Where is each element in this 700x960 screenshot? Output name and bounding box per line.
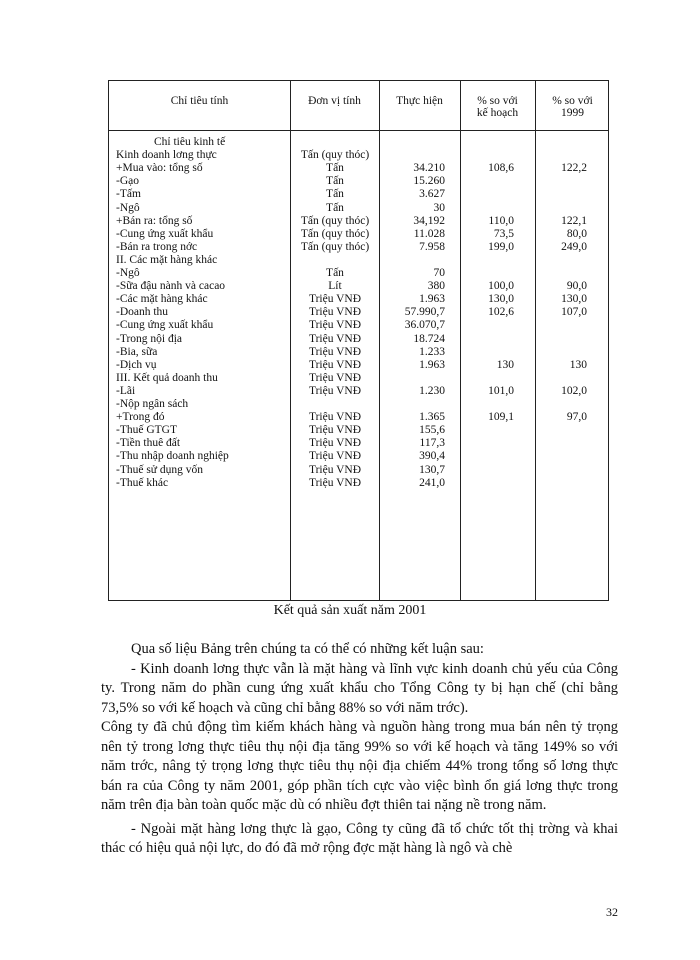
column-header: Thực hiện xyxy=(396,95,443,107)
row-label: -Gạo xyxy=(116,175,139,188)
table-cell: 97,0 xyxy=(566,411,587,424)
table-cell: 1.365 xyxy=(419,411,445,424)
table-cell: 199,0 xyxy=(488,240,514,253)
row-label: Kinh doanh lơng thực xyxy=(116,149,217,162)
table-cell: Triệu VNĐ xyxy=(308,463,362,476)
row-label: -Nộp ngân sách xyxy=(116,398,189,410)
row-label: -Thuế khác xyxy=(116,476,169,489)
table-cell: Lít xyxy=(328,280,342,293)
table-cell: Triệu VNĐ xyxy=(308,450,362,463)
table-cell: 101,0 xyxy=(488,384,514,397)
table-cell: 57.990,7 xyxy=(404,306,445,319)
table-cell: 130,7 xyxy=(419,463,445,476)
table-cell: Triệu VNĐ xyxy=(308,306,362,319)
table-cell: 90,0 xyxy=(566,280,587,293)
table-cell: Triệu VNĐ xyxy=(308,293,362,306)
row-label: -Bia, sữa xyxy=(116,345,158,358)
row-label: -Doanh thu xyxy=(116,306,169,319)
table-cell: 18.724 xyxy=(413,332,445,345)
table-cell: 3.627 xyxy=(419,188,445,201)
paragraph: Công ty đã chủ động tìm kiếm khách hàng và nguồn hàng trong mua bán nên tỷ trọng nên tỷ trong lơng thực tiêu thụ nội địa tăng 99% so với kế hoạch và tăng 149% so với năm trớc, nâng tỷ trọng lơng thực tiêu thụ nội địa chiếm 44% trong tổng số lơng thực bán ra của Công ty năm 2001, góp phần tích cực vào việc bình ổn giá lơng thực trong năm trên địa bàn toàn quốc mặc dù có nhiều đợt thiên tai nặng nề trong năm. xyxy=(101,719,618,813)
table-cell: 70 xyxy=(433,267,445,279)
table-divider xyxy=(460,81,461,600)
table-cell: Triệu VNĐ xyxy=(308,437,362,450)
column-header: % so với 1999 xyxy=(552,95,593,119)
table-cell: Tấn xyxy=(326,267,344,279)
row-label: -Các mặt hàng khác xyxy=(116,293,208,306)
table-cell: Triệu VNĐ xyxy=(308,319,362,332)
row-label: -Bán ra trong nớc xyxy=(116,240,198,253)
row-label: -Lãi xyxy=(116,384,136,397)
table-cell: 241,0 xyxy=(419,476,445,489)
table-cell: 108,6 xyxy=(488,162,514,175)
table-cell: 109,1 xyxy=(488,411,514,424)
table-cell: 1.963 xyxy=(419,293,445,306)
row-label: Chỉ tiêu kinh tế xyxy=(154,136,226,148)
row-label: -Cung ứng xuất khẩu xyxy=(116,319,214,332)
table-cell: Tấn xyxy=(326,201,344,214)
table-cell: 30 xyxy=(433,201,445,214)
paragraph: - Ngoài mặt hàng lơng thực là gạo, Công ty cũng đã tổ chức tốt thị trờng và khai thác có hiệu quả nội lực, do đó đã mở rộng đợc mặt hàng là ngô và chè xyxy=(101,820,618,856)
row-label: -Trong nội địa xyxy=(116,332,183,345)
table-cell: 122,2 xyxy=(561,162,587,175)
table-cell: Triệu VNĐ xyxy=(308,384,362,397)
table-cell: 36.070,7 xyxy=(404,319,445,332)
table-cell: 102,0 xyxy=(561,384,587,397)
table-cell: 34.210 xyxy=(413,162,445,175)
page-number: 32 xyxy=(606,905,618,919)
table-cell: 73,5 xyxy=(493,227,514,240)
table-cell: 107,0 xyxy=(561,306,587,319)
row-label: -Ngô xyxy=(116,267,140,279)
body-text xyxy=(101,640,618,859)
table-divider xyxy=(535,81,536,600)
row-label: III. Kết quả doanh thu xyxy=(116,371,218,384)
row-label: -Thuế GTGT xyxy=(116,424,177,437)
table-cell: Tấn (quy thóc) xyxy=(300,240,370,253)
row-label: -Tiền thuê đất xyxy=(116,437,181,450)
row-label: -Dịch vụ xyxy=(116,358,157,371)
table-cell: 130,0 xyxy=(561,293,587,306)
table-cell: 102,6 xyxy=(488,306,514,319)
column-header: Đơn vị tính xyxy=(308,95,361,107)
table-cell: 130 xyxy=(496,358,514,371)
table-cell: 155,6 xyxy=(419,424,445,437)
row-label: -Ngô xyxy=(116,201,140,214)
row-label: +Trong đó xyxy=(116,411,165,424)
table-cell: Tấn xyxy=(326,162,344,175)
paragraph: - Kinh doanh lơng thực vẫn là mặt hàng và lĩnh vực kinh doanh chủ yếu của Công ty. Trong năm do phần cung ứng xuất khẩu cho Tổng Công ty bị hạn chế (chỉ bằng 73,5% so với kế hoạch và cũng chỉ bằng 88% so với năm trớc). xyxy=(101,660,618,716)
table-cell: 100,0 xyxy=(488,280,514,293)
table-cell: Tấn (quy thóc) xyxy=(300,227,370,240)
table-cell: Tấn (quy thóc) xyxy=(300,149,370,162)
table-cell: 7.958 xyxy=(419,240,445,253)
table-cell: Triệu VNĐ xyxy=(308,424,362,437)
row-label: -Thu nhập doanh nghiệp xyxy=(116,450,229,463)
table-cell: 380 xyxy=(427,280,445,293)
table-cell: 122,1 xyxy=(561,214,587,227)
table-cell: 130 xyxy=(569,358,587,371)
table-cell: 15.260 xyxy=(413,175,445,188)
paragraph: Qua số liệu Bảng trên chúng ta có thể có những kết luận sau: xyxy=(131,641,484,657)
table-cell: 1.963 xyxy=(419,358,445,371)
row-label: -Tấm xyxy=(116,188,141,201)
results-table xyxy=(108,80,609,601)
table-cell: 117,3 xyxy=(419,437,445,450)
table-cell: 130,0 xyxy=(488,293,514,306)
table-cell: Triệu VNĐ xyxy=(308,411,362,424)
row-label: +Mua vào: tổng số xyxy=(116,162,203,175)
table-cell: 34,192 xyxy=(413,214,445,227)
row-label: -Cung ứng xuất khẩu xyxy=(116,227,214,240)
table-cell: Tấn xyxy=(326,188,344,201)
table-cell: 11.028 xyxy=(413,227,445,240)
table-cell: 80,0 xyxy=(566,227,587,240)
column-header: % so với kế hoạch xyxy=(476,95,519,119)
table-cell: 1.233 xyxy=(419,345,445,358)
table-cell: Triệu VNĐ xyxy=(308,332,362,345)
table-header-divider xyxy=(109,130,608,131)
table-cell: Triệu VNĐ xyxy=(308,371,362,384)
table-cell: Triệu VNĐ xyxy=(308,358,362,371)
table-caption: Kết quả sản xuất năm 2001 xyxy=(273,603,427,618)
table-cell: Triệu VNĐ xyxy=(308,345,362,358)
table-cell: 390,4 xyxy=(419,450,445,463)
table-cell: Tấn xyxy=(326,175,344,188)
table-cell: Tấn (quy thóc) xyxy=(300,214,370,227)
row-label: II. Các mặt hàng khác xyxy=(116,253,218,266)
table-cell: 249,0 xyxy=(561,240,587,253)
column-header: Chỉ tiêu tính xyxy=(170,95,229,107)
row-label: -Thuế sử dụng vốn xyxy=(116,463,204,476)
table-cell: 1.230 xyxy=(419,384,445,397)
table-cell: Triệu VNĐ xyxy=(308,476,362,489)
table-cell: 110,0 xyxy=(488,214,514,227)
row-label: -Sữa đậu nành và cacao xyxy=(116,280,226,293)
row-label: +Bán ra: tổng số xyxy=(116,214,193,227)
